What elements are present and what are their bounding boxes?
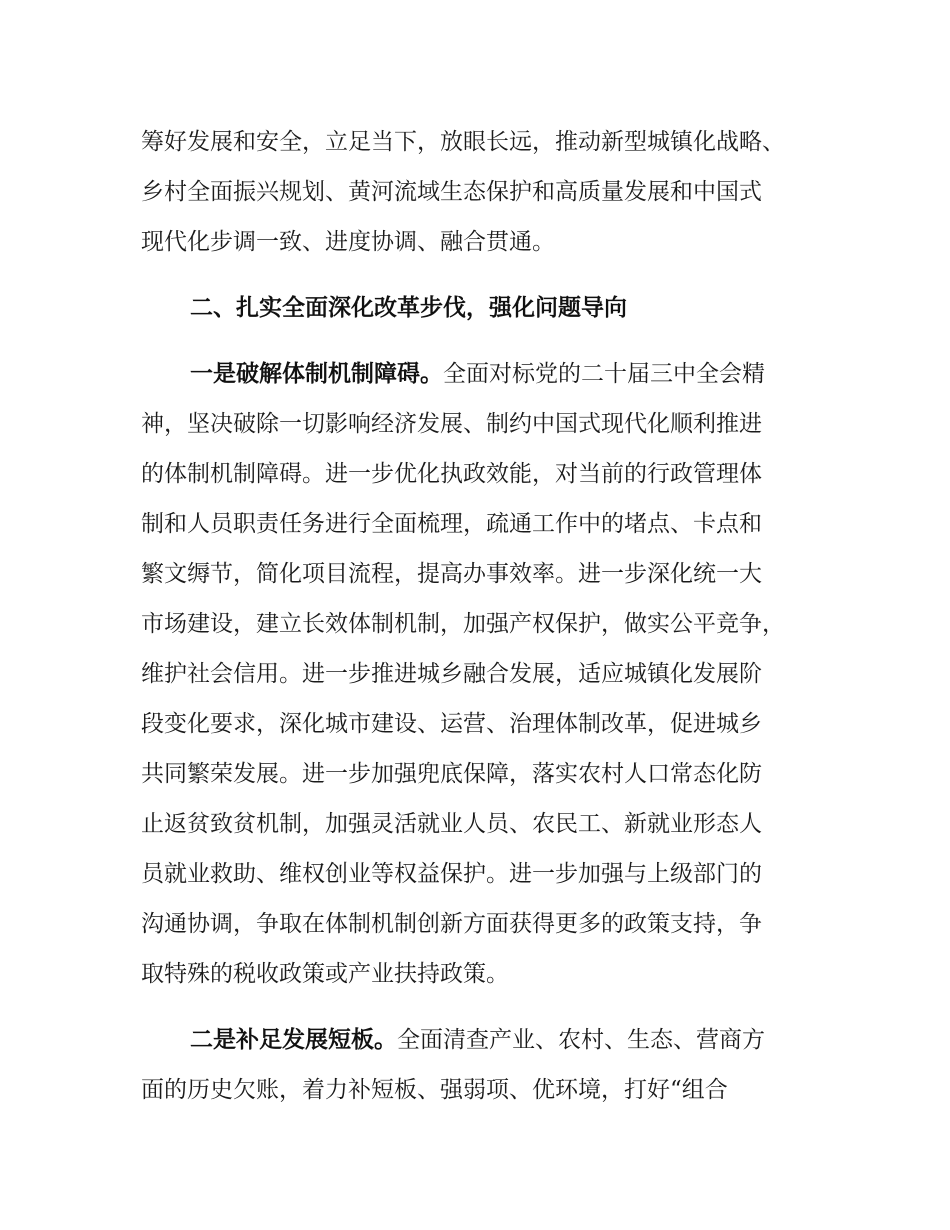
text-line: 乡村全面振兴规划、黄河流域生态保护和高质量发展和中国式 [141,179,762,205]
text-line: 面的历史欠账，着力补短板、强弱项、优环境，打好“组合 [141,1077,728,1103]
paragraph-text: 全面对标党的二十届三中全会精 [443,361,765,387]
text-line: 制和人员职责任务进行全面梳理，疏通工作中的堵点、卡点和 [141,511,762,537]
text-line: 维护社会信用。进一步推进城乡融合发展，适应城镇化发展阶 [141,661,762,687]
text-line: 的体制机制障碍。进一步优化执政效能，对当前的行政管理体 [141,461,762,487]
text-line: 繁文缛节，简化项目流程，提高办事效率。进一步深化统一大 [141,561,762,587]
text-line: 沟通协调，争取在体制机制创新方面获得更多的政策支持，争 [141,911,762,937]
text-line: 筹好发展和安全，立足当下，放眼长远，推动新型城镇化战略、 [141,129,785,155]
text-line: 神，坚决破除一切影响经济发展、制约中国式现代化顺利推进 [141,411,762,437]
text-line: 段变化要求，深化城市建设、运营、治理体制改革，促进城乡 [141,711,762,737]
paragraph-lead: 一是破解体制机制障碍。 [190,361,443,387]
paragraph-text: 全面清查产业、农村、生态、营商方 [397,1027,765,1053]
section-heading: 二、扎实全面深化改革步伐，强化问题导向 [190,295,627,321]
text-line: 现代化步调一致、进度协调、融合贯通。 [141,229,555,255]
paragraph-first-line [190,1020,765,1060]
text-line: 员就业救助、维权创业等权益保护。进一步加强与上级部门的 [141,861,762,887]
paragraph-lead: 二是补足发展短板。 [190,1027,397,1053]
paragraph-first-line [190,354,765,394]
text-line: 取特殊的税收政策或产业扶持政策。 [141,961,509,987]
text-line: 市场建设，建立长效体制机制，加强产权保护，做实公平竞争， [141,611,785,637]
text-line: 共同繁荣发展。进一步加强兜底保障，落实农村人口常态化防 [141,761,762,787]
text-line: 止返贫致贫机制，加强灵活就业人员、农民工、新就业形态人 [141,811,762,837]
